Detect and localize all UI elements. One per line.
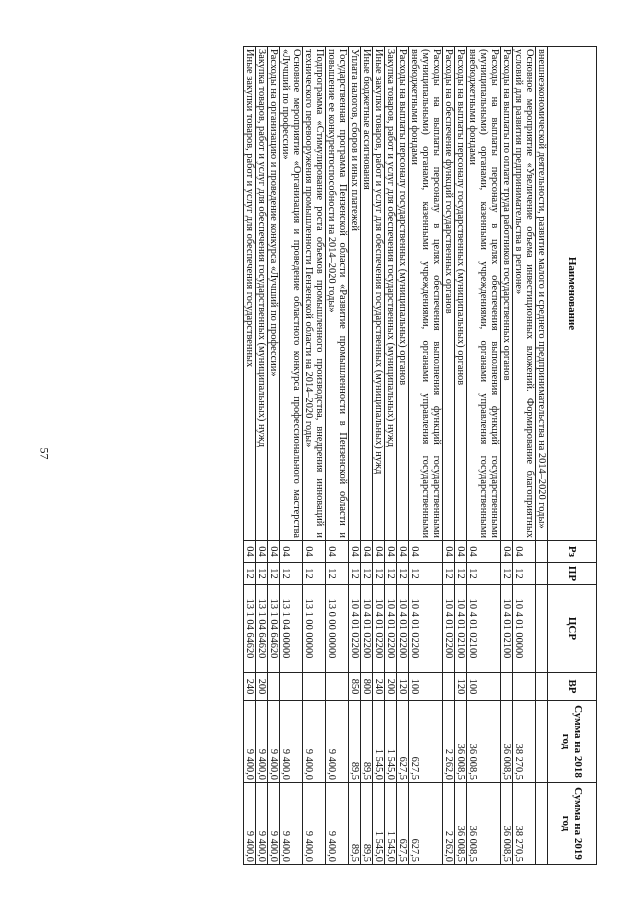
page-number: 57 [37, 447, 52, 460]
sum-2018-cell: 9 400,0 [244, 701, 256, 783]
name-cell: Государственная программа Пензенской области «Развитие промышленности в Пензенской области и повышение ее конкурентоспособности на 2014–2020 годы» [326, 47, 349, 541]
budget-table [243, 46, 597, 865]
header-vr: ВР [548, 673, 597, 701]
vr-cell [268, 673, 280, 701]
sum-2019-cell: 89,5 [361, 783, 373, 865]
csr-cell: 13 0 00 00000 [326, 585, 349, 673]
sum-2018-cell: 1 545,0 [385, 701, 397, 783]
name-cell: Иные закупки товаров, работ и услуг для обеспечения государственных (муниципальных) нужд [373, 47, 385, 541]
vr-cell [501, 673, 513, 701]
rz-cell: 04 [385, 541, 397, 563]
header-sum-2019: Сумма на 2019 год [548, 783, 597, 865]
rz-cell: 04 [256, 541, 268, 563]
header-csr: ЦСР [548, 585, 597, 673]
rz-cell: 04 [397, 541, 409, 563]
sum-2018-cell: 9 400,0 [256, 701, 268, 783]
sum-2018-cell: 89,5 [349, 701, 361, 783]
sum-2019-cell: 9 400,0 [256, 783, 268, 865]
sum-2018-cell: 9 400,0 [303, 701, 326, 783]
vr-cell: 100 [409, 673, 443, 701]
name-cell: Расходы на выплаты по оплате труда работников государственных органов [501, 47, 513, 541]
rz-cell: 04 [501, 541, 513, 563]
sum-2018-cell [536, 701, 548, 783]
csr-cell: 10 4 01 02100 [455, 585, 467, 673]
sum-2018-cell: 1 545,0 [373, 701, 385, 783]
sum-2018-cell: 36 008,5 [455, 701, 467, 783]
csr-cell: 10 4 01 02100 [501, 585, 513, 673]
name-cell: Подпрограмма «Стимулирование роста объемов промышленного производства, внедрения инноваций и технического перевооружения промышленности Пензенской области на 2014–2020 годы» [303, 47, 326, 541]
name-cell: Основное мероприятие «Организация и проведение областного конкурса профессионального мастерства «Лучший по профессии» [280, 47, 303, 541]
vr-cell: 200 [385, 673, 397, 701]
sum-2018-cell: 38 270,5 [513, 701, 536, 783]
pr-cell: 12 [385, 563, 397, 585]
table-row [385, 47, 397, 865]
vr-cell: 850 [349, 673, 361, 701]
name-cell: Иные бюджетные ассигнования [361, 47, 373, 541]
rz-cell: 04 [326, 541, 349, 563]
csr-cell: 10 4 01 02200 [385, 585, 397, 673]
name-cell: Уплата налогов, сборов и иных платежей [349, 47, 361, 541]
pr-cell: 12 [280, 563, 303, 585]
pr-cell: 12 [361, 563, 373, 585]
name-cell: Расходы на выплаты персоналу государственных (муниципальных) органов [455, 47, 467, 541]
sum-2019-cell: 2 262,0 [443, 783, 455, 865]
vr-cell: 120 [397, 673, 409, 701]
table-row [501, 47, 513, 865]
table-row [536, 47, 548, 865]
sum-2018-cell: 627,5 [397, 701, 409, 783]
pr-cell [536, 563, 548, 585]
csr-cell: 13 1 00 00000 [303, 585, 326, 673]
name-cell: Расходы на выплаты персоналу государственных (муниципальных) органов [397, 47, 409, 541]
vr-cell: 240 [244, 673, 256, 701]
csr-cell: 10 4 01 02100 [467, 585, 501, 673]
csr-cell: 10 4 01 00000 [513, 585, 536, 673]
pr-cell: 12 [455, 563, 467, 585]
pr-cell: 12 [397, 563, 409, 585]
table-row [244, 47, 256, 865]
pr-cell: 12 [467, 563, 501, 585]
csr-cell: 10 4 01 02200 [361, 585, 373, 673]
sum-2019-cell: 36 008,5 [501, 783, 513, 865]
rz-cell: 04 [268, 541, 280, 563]
name-cell: Иные закупки товаров, работ и услуг для обеспечения государственных [244, 47, 256, 541]
csr-cell [536, 585, 548, 673]
rz-cell: 04 [303, 541, 326, 563]
sum-2019-cell [536, 783, 548, 865]
pr-cell: 12 [443, 563, 455, 585]
vr-cell [326, 673, 349, 701]
csr-cell: 10 4 01 02200 [397, 585, 409, 673]
rz-cell: 04 [455, 541, 467, 563]
name-cell: Расходы на организацию и проведение конкурса «Лучший по профессии» [268, 47, 280, 541]
vr-cell [280, 673, 303, 701]
table-row [268, 47, 280, 865]
sum-2018-cell: 36 008,5 [467, 701, 501, 783]
header-name: Наименование [548, 47, 597, 541]
table-row [280, 47, 303, 865]
name-cell: Закупка товаров, работ и услуг для обеспечения государственных (муниципальных) нужд [385, 47, 397, 541]
table-row [256, 47, 268, 865]
table-body [244, 47, 548, 865]
name-cell: Закупка товаров, работ и услуг для обеспечения государственных (муниципальных) нужд [256, 47, 268, 541]
table-row [443, 47, 455, 865]
vr-cell [536, 673, 548, 701]
vr-cell: 100 [467, 673, 501, 701]
pr-cell: 12 [326, 563, 349, 585]
rz-cell: 04 [280, 541, 303, 563]
csr-cell: 13 1 04 64620 [244, 585, 256, 673]
name-cell: Расходы на выплаты персоналу в целях обеспечения выполнения функций государственными (муниципальными) органами, казенными учреждениями, органами управления государственными внебюджетными фондами [409, 47, 443, 541]
pr-cell: 12 [244, 563, 256, 585]
csr-cell: 10 4 01 02200 [373, 585, 385, 673]
pr-cell: 12 [268, 563, 280, 585]
header-rz: Рз [548, 541, 597, 563]
vr-cell [443, 673, 455, 701]
sum-2019-cell: 627,5 [397, 783, 409, 865]
sum-2019-cell: 89,5 [349, 783, 361, 865]
sum-2019-cell: 1 545,0 [373, 783, 385, 865]
sum-2018-cell: 9 400,0 [326, 701, 349, 783]
sum-2019-cell: 9 400,0 [280, 783, 303, 865]
csr-cell: 10 4 01 02200 [349, 585, 361, 673]
vr-cell [303, 673, 326, 701]
vr-cell: 800 [361, 673, 373, 701]
rz-cell: 04 [349, 541, 361, 563]
table-row [467, 47, 501, 865]
rz-cell: 04 [513, 541, 536, 563]
sum-2019-cell: 36 008,5 [467, 783, 501, 865]
rz-cell: 04 [443, 541, 455, 563]
sum-2019-cell: 9 400,0 [268, 783, 280, 865]
pr-cell: 12 [373, 563, 385, 585]
table-row [455, 47, 467, 865]
table-row [373, 47, 385, 865]
name-cell: Расходы на выплаты персоналу в целях обеспечения выполнения функций государственными (муниципальными) органами, казенными учреждениями, органами управления государственными внебюджетными фондами [467, 47, 501, 541]
rz-cell: 04 [244, 541, 256, 563]
csr-cell: 13 1 04 64620 [268, 585, 280, 673]
header-sum-2018: Сумма на 2018 год [548, 701, 597, 783]
table-row [349, 47, 361, 865]
rz-cell: 04 [361, 541, 373, 563]
name-cell: внешнеэкономической деятельности, развитие малого и среднего предпринимательства на 2014–2020 годы» [536, 47, 548, 541]
sum-2019-cell: 38 270,5 [513, 783, 536, 865]
pr-cell: 12 [256, 563, 268, 585]
header-pr: ПР [548, 563, 597, 585]
csr-cell: 13 1 04 00000 [280, 585, 303, 673]
rz-cell: 04 [467, 541, 501, 563]
vr-cell: 200 [256, 673, 268, 701]
pr-cell: 12 [501, 563, 513, 585]
sum-2018-cell: 9 400,0 [268, 701, 280, 783]
sum-2018-cell: 9 400,0 [280, 701, 303, 783]
sum-2019-cell: 627,5 [409, 783, 443, 865]
sum-2018-cell: 36 008,5 [501, 701, 513, 783]
sum-2019-cell: 9 400,0 [244, 783, 256, 865]
table-row [409, 47, 443, 865]
pr-cell: 12 [349, 563, 361, 585]
table-row [361, 47, 373, 865]
csr-cell: 10 4 01 02200 [409, 585, 443, 673]
sum-2019-cell: 36 008,5 [455, 783, 467, 865]
pr-cell: 12 [513, 563, 536, 585]
vr-cell: 240 [373, 673, 385, 701]
table-header-row [548, 47, 597, 865]
rotated-page-content [92, 46, 597, 864]
name-cell: Основное мероприятие «Увеличение объема инвестиционных вложений. Формирование благоприятных условий для развития предпринимательства в регионе» [513, 47, 536, 541]
rz-cell: 04 [373, 541, 385, 563]
table-row [303, 47, 326, 865]
vr-cell: 120 [455, 673, 467, 701]
pr-cell: 12 [409, 563, 443, 585]
name-cell: Расходы на обеспечение функций государственных органов [443, 47, 455, 541]
sum-2018-cell: 89,5 [361, 701, 373, 783]
sum-2019-cell: 1 545,0 [385, 783, 397, 865]
table-row [397, 47, 409, 865]
rz-cell: 04 [409, 541, 443, 563]
table-row [513, 47, 536, 865]
vr-cell [513, 673, 536, 701]
sum-2018-cell: 2 262,0 [443, 701, 455, 783]
sum-2018-cell: 627,5 [409, 701, 443, 783]
csr-cell: 10 4 01 02200 [443, 585, 455, 673]
rz-cell [536, 541, 548, 563]
pr-cell: 12 [303, 563, 326, 585]
table-row [326, 47, 349, 865]
sum-2019-cell: 9 400,0 [326, 783, 349, 865]
sum-2019-cell: 9 400,0 [303, 783, 326, 865]
csr-cell: 13 1 04 64620 [256, 585, 268, 673]
